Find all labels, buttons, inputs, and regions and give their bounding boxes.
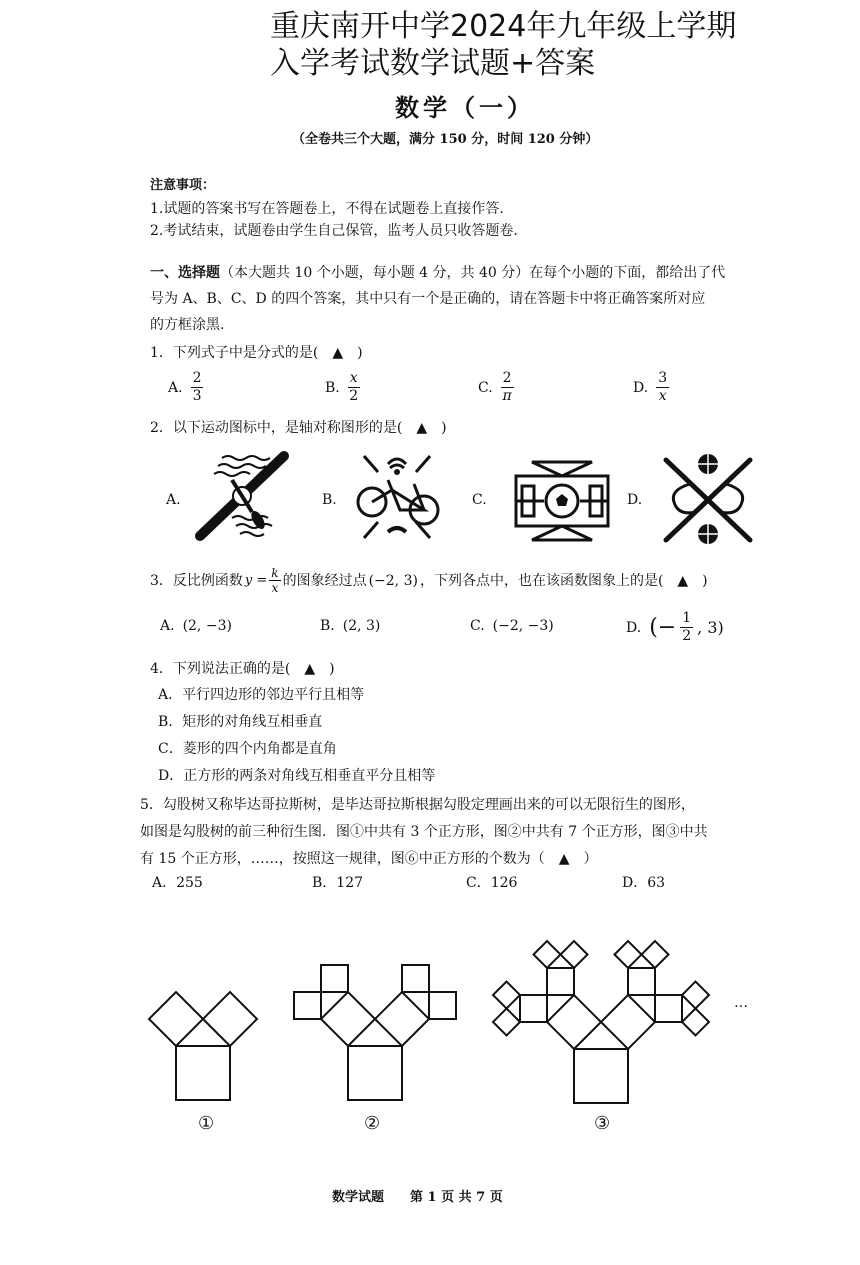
q2-stem: 2．以下运动图标中，是轴对称图形的是( ▲ ): [150, 420, 447, 436]
q1-option-d-label: D.: [633, 379, 649, 396]
tree-figure-2: [294, 965, 456, 1100]
q1-d-num: 3: [658, 370, 668, 386]
q4-option-d: D．正方形的两条对角线互相垂直平分且相等: [158, 768, 436, 784]
q5-line1: 5．勾股树又称毕达哥拉斯树，是毕达哥拉斯根据勾股定理画出来的可以无限衍生的图形，: [140, 797, 695, 813]
q4-option-a: A．平行四边形的邻边平行且相等: [158, 687, 365, 703]
q1-option-b-label: B.: [325, 379, 340, 396]
q5-line2: 如图是勾股树的前三种衍生图．图①中共有 3 个正方形，图②中共有 7 个正方形，图③中共: [140, 824, 708, 840]
figure-label-1: ①: [198, 1113, 215, 1134]
q5-line3: 有 15 个正方形，……，按照这一规律，图⑥中正方形的个数为（ ▲ ）: [140, 851, 598, 867]
tree-square: [348, 1046, 402, 1100]
q3-point: (−2, 3): [368, 572, 418, 589]
q1-a-den: 3: [192, 388, 202, 404]
tree-square: [682, 1009, 709, 1036]
tree-figure-3: [493, 941, 709, 1103]
q4-option-c: C．菱形的四个内角都是直角: [158, 741, 337, 757]
q3-option-c-value: (−2, −3): [492, 618, 554, 634]
notes-heading: 注意事项：: [150, 178, 216, 193]
tree-square: [203, 992, 257, 1046]
tree-square: [547, 995, 601, 1049]
q5-option-b: B．127: [312, 875, 364, 891]
q1-d-den: x: [658, 388, 667, 404]
q5-option-c: C．126: [466, 875, 518, 891]
q3-option-c-label: C.: [470, 618, 485, 634]
notes-item-1: 1.试题的答案书写在答题卷上，不得在试题卷上直接作答.: [150, 201, 504, 217]
tree-square: [429, 992, 456, 1019]
doc-header-line1: 重庆南开中学2024年九年级上学期: [270, 9, 737, 44]
q3-d-pre: (−: [649, 615, 677, 640]
q3-d-den: 2: [682, 628, 692, 644]
tree-square: [655, 995, 682, 1022]
q3-option-a-label: A.: [160, 618, 175, 634]
q2-label-a: A.: [166, 492, 181, 508]
q1-c-den: π: [502, 388, 512, 404]
q1-option-a-label: A.: [168, 379, 183, 396]
tree-square: [601, 995, 655, 1049]
q4-option-b: B．矩形的对角线互相垂直: [158, 714, 323, 730]
q3-stem-pre: 3．反比例函数: [150, 572, 243, 589]
tree-square: [547, 968, 574, 995]
q1-option-c-label: C.: [478, 379, 493, 396]
tree-square: [561, 941, 588, 968]
q3-option-a-value: (2, −3): [182, 618, 232, 634]
q2-label-c: C.: [472, 492, 487, 508]
tree-square: [628, 968, 655, 995]
figure-label-2: ②: [364, 1113, 381, 1134]
tree-square: [149, 992, 203, 1046]
tree-square: [682, 982, 709, 1009]
tree-square: [493, 1009, 520, 1036]
q3-option-b-label: B.: [320, 618, 335, 634]
q4-stem: 4．下列说法正确的是( ▲ ): [150, 661, 335, 677]
tree-square: [574, 1049, 628, 1103]
q1-c-num: 2: [502, 370, 512, 386]
notes-item-2: 2.考试结束，试题卷由学生自己保管，监考人员只收答题卷.: [150, 223, 518, 239]
tree-square: [294, 992, 321, 1019]
tree-square: [321, 992, 375, 1046]
q2-label-d: D.: [627, 492, 643, 508]
tree-square: [534, 941, 561, 968]
q1-b-den: 2: [349, 388, 359, 404]
q5-option-d: D．63: [622, 875, 666, 891]
section1-line3: 的方框涂黑.: [150, 317, 225, 333]
q3-option-d-label: D.: [626, 619, 642, 636]
q3-option-b-value: (2, 3): [342, 618, 381, 634]
tree-square: [615, 941, 642, 968]
q3-func-den: x: [271, 581, 279, 595]
q5-option-a: A．255: [152, 875, 203, 891]
figure-ellipsis: …: [734, 995, 748, 1011]
paper-title: 数学（一）: [395, 93, 535, 122]
q3-func-lhs: y =: [244, 572, 268, 588]
figure-label-3: ③: [594, 1113, 611, 1134]
q3-stem-post: ，下列各点中，也在该函数图象上的是( ▲ ): [419, 572, 708, 589]
q1-b-num: x: [349, 370, 358, 386]
q3-d-num: 1: [682, 610, 692, 626]
tree-square: [321, 965, 348, 992]
doc-header-line2: 入学考试数学试题+答案: [270, 46, 596, 81]
q3-stem-mid: 的图象经过点: [282, 572, 367, 589]
tree-square: [642, 941, 669, 968]
q1-stem: 1．下列式子中是分式的是( ▲ ): [150, 345, 363, 361]
q3-d-post: , 3): [697, 618, 724, 637]
page-footer: 数学试题 第 1 页 共 7 页: [332, 1190, 503, 1205]
q3-func-num: k: [271, 566, 279, 580]
tree-figure-1: [149, 992, 257, 1100]
tree-square: [375, 992, 429, 1046]
tree-square: [176, 1046, 230, 1100]
q2-label-b: B.: [322, 492, 337, 508]
q1-a-num: 2: [192, 370, 202, 386]
tree-square: [402, 965, 429, 992]
tree-square: [520, 995, 547, 1022]
tree-square: [493, 982, 520, 1009]
section1-desc-1: （本大题共 10 个小题，每小题 4 分，共 40 分）在每个小题的下面，都给出了代: [220, 265, 726, 281]
section1-label: 一、选择题: [150, 265, 220, 281]
section1-line2: 号为 A、B、C、D 的四个答案，其中只有一个是正确的，请在答题卡中将正确答案所对应: [150, 291, 706, 307]
paper-subtitle: （全卷共三个大题，满分 150 分，时间 120 分钟）: [292, 132, 599, 147]
